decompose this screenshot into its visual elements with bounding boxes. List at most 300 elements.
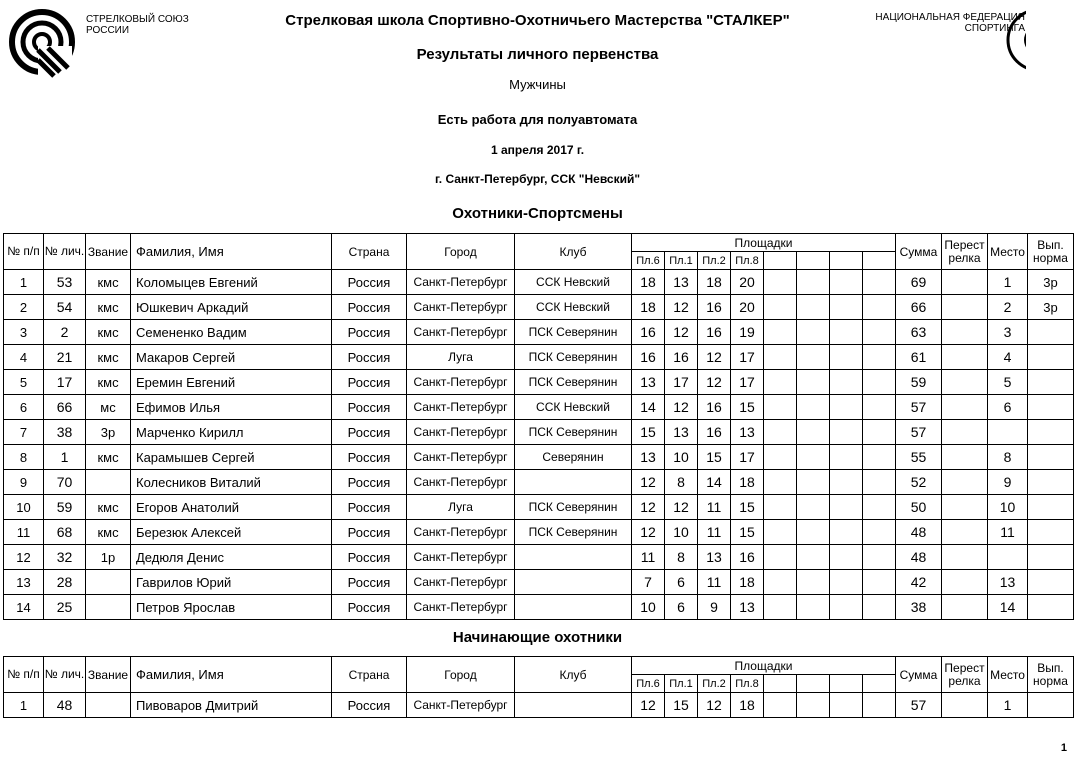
- cell-score-platform-6: 7: [632, 570, 665, 595]
- cell-empty: [830, 470, 863, 495]
- cell-empty: [830, 295, 863, 320]
- cell-place: [988, 545, 1028, 570]
- cell-place: 1: [988, 693, 1028, 718]
- cell-sum: 63: [896, 320, 942, 345]
- cell-empty: [764, 595, 797, 620]
- cell-score-platform-1: 16: [665, 345, 698, 370]
- cell-norm: [1028, 345, 1074, 370]
- cell-score-platform-1: 13: [665, 270, 698, 295]
- cell-empty: [797, 420, 830, 445]
- cell-empty: [797, 295, 830, 320]
- cell-rank: 1р: [86, 545, 131, 570]
- cell-num: 12: [4, 545, 44, 570]
- cell-empty: [764, 570, 797, 595]
- cell-country: Россия: [332, 345, 407, 370]
- gender-subtitle: Мужчины: [509, 77, 566, 92]
- cell-city: Санкт-Петербург: [407, 395, 515, 420]
- cell-score-platform-6: 12: [632, 520, 665, 545]
- cell-score-platform-8: 17: [731, 345, 764, 370]
- cell-norm: [1028, 370, 1074, 395]
- cell-city: Санкт-Петербург: [407, 370, 515, 395]
- cell-city: Луга: [407, 345, 515, 370]
- cell-empty: [797, 270, 830, 295]
- cell-empty: [863, 345, 896, 370]
- cell-empty: [797, 495, 830, 520]
- table-row: [4, 295, 1074, 320]
- cell-rank: [86, 693, 131, 718]
- cell-name: Березюк Алексей: [131, 520, 332, 545]
- col-header-platform-empty: [797, 252, 830, 270]
- cell-score-platform-6: 13: [632, 370, 665, 395]
- cell-country: Россия: [332, 520, 407, 545]
- cell-name: Дедюля Денис: [131, 545, 332, 570]
- cell-country: Россия: [332, 395, 407, 420]
- col-header-city: Город: [407, 657, 515, 693]
- cell-sum: 57: [896, 693, 942, 718]
- cell-score-platform-8: 18: [731, 693, 764, 718]
- table-row: [4, 570, 1074, 595]
- col-header-norm: Вып. норма: [1028, 234, 1074, 270]
- cell-country: Россия: [332, 470, 407, 495]
- results-title: Результаты личного первенства: [416, 46, 659, 63]
- cell-country: Россия: [332, 320, 407, 345]
- cell-empty: [830, 445, 863, 470]
- cell-empty: [830, 570, 863, 595]
- cell-name: Гаврилов Юрий: [131, 570, 332, 595]
- cell-empty: [830, 693, 863, 718]
- cell-norm: [1028, 420, 1074, 445]
- cell-score-platform-1: 6: [665, 570, 698, 595]
- cell-club: ПСК Северянин: [515, 495, 632, 520]
- cell-empty: [863, 270, 896, 295]
- cell-num: 3: [4, 320, 44, 345]
- cell-place: 3: [988, 320, 1028, 345]
- cell-rank: [86, 570, 131, 595]
- cell-place: 14: [988, 595, 1028, 620]
- cell-score-platform-1: 10: [665, 445, 698, 470]
- cell-score-platform-6: 12: [632, 470, 665, 495]
- table-row: [4, 370, 1074, 395]
- results-table-hunters-sportsmen: [3, 233, 1074, 620]
- cell-empty: [764, 295, 797, 320]
- table-row: [4, 495, 1074, 520]
- cell-shootoff: [942, 395, 988, 420]
- cell-num: 6: [4, 395, 44, 420]
- cell-lic: 2: [44, 320, 86, 345]
- cell-city: Санкт-Петербург: [407, 570, 515, 595]
- cell-sum: 48: [896, 545, 942, 570]
- cell-city: Санкт-Петербург: [407, 545, 515, 570]
- cell-score-platform-1: 8: [665, 545, 698, 570]
- cell-empty: [797, 470, 830, 495]
- cell-shootoff: [942, 595, 988, 620]
- cell-city: Санкт-Петербург: [407, 445, 515, 470]
- results-table-beginner-hunters: [3, 656, 1074, 718]
- cell-empty: [863, 320, 896, 345]
- cell-norm: [1028, 445, 1074, 470]
- cell-empty: [863, 595, 896, 620]
- cell-sum: 42: [896, 570, 942, 595]
- cell-score-platform-1: 13: [665, 420, 698, 445]
- cell-score-platform-8: 13: [731, 420, 764, 445]
- cell-club: Северянин: [515, 445, 632, 470]
- cell-club: ССК Невский: [515, 395, 632, 420]
- cell-empty: [797, 570, 830, 595]
- cell-norm: [1028, 545, 1074, 570]
- table-row: [4, 445, 1074, 470]
- cell-city: Санкт-Петербург: [407, 470, 515, 495]
- cell-score-platform-1: 12: [665, 395, 698, 420]
- cell-empty: [863, 545, 896, 570]
- cell-empty: [764, 270, 797, 295]
- cell-score-platform-1: 12: [665, 320, 698, 345]
- cell-place: 6: [988, 395, 1028, 420]
- cell-place: 10: [988, 495, 1028, 520]
- cell-shootoff: [942, 495, 988, 520]
- col-header-platform-8: Пл.8: [731, 252, 764, 270]
- cell-score-platform-6: 15: [632, 420, 665, 445]
- cell-num: 2: [4, 295, 44, 320]
- cell-num: 9: [4, 470, 44, 495]
- cell-empty: [863, 295, 896, 320]
- cell-score-platform-1: 8: [665, 470, 698, 495]
- cell-empty: [863, 395, 896, 420]
- col-header-name: Фамилия, Имя: [131, 657, 332, 693]
- cell-place: 1: [988, 270, 1028, 295]
- cell-place: [988, 420, 1028, 445]
- cell-score-platform-8: 15: [731, 495, 764, 520]
- col-header-platform-empty: [797, 675, 830, 693]
- cell-lic: 1: [44, 445, 86, 470]
- cell-lic: 25: [44, 595, 86, 620]
- cell-num: 14: [4, 595, 44, 620]
- col-header-platform-2: Пл.2: [698, 675, 731, 693]
- cell-country: Россия: [332, 495, 407, 520]
- cell-empty: [830, 520, 863, 545]
- cell-sum: 57: [896, 420, 942, 445]
- cell-empty: [764, 420, 797, 445]
- cell-empty: [764, 693, 797, 718]
- cell-score-platform-8: 20: [731, 295, 764, 320]
- col-header-platform-empty: [764, 675, 797, 693]
- col-header-platform-empty: [863, 252, 896, 270]
- cell-sum: 59: [896, 370, 942, 395]
- cell-shootoff: [942, 545, 988, 570]
- cell-sum: 66: [896, 295, 942, 320]
- col-header-rank: Звание: [86, 234, 131, 270]
- cell-shootoff: [942, 270, 988, 295]
- cell-empty: [830, 320, 863, 345]
- col-header-platform-empty: [863, 675, 896, 693]
- cell-name: Марченко Кирилл: [131, 420, 332, 445]
- cell-empty: [830, 495, 863, 520]
- cell-place: 5: [988, 370, 1028, 395]
- cell-score-platform-6: 16: [632, 320, 665, 345]
- cell-sum: 50: [896, 495, 942, 520]
- cell-norm: [1028, 495, 1074, 520]
- cell-empty: [764, 395, 797, 420]
- cell-lic: 66: [44, 395, 86, 420]
- cell-score-platform-8: 15: [731, 395, 764, 420]
- cell-empty: [764, 370, 797, 395]
- cell-rank: [86, 595, 131, 620]
- col-header-country: Страна: [332, 657, 407, 693]
- cell-sum: 69: [896, 270, 942, 295]
- cell-club: [515, 470, 632, 495]
- cell-lic: 17: [44, 370, 86, 395]
- cell-num: 4: [4, 345, 44, 370]
- cell-score-platform-2: 15: [698, 445, 731, 470]
- cell-score-platform-2: 12: [698, 345, 731, 370]
- cell-sum: 55: [896, 445, 942, 470]
- table-row: [4, 420, 1074, 445]
- cell-norm: [1028, 395, 1074, 420]
- cell-score-platform-2: 16: [698, 320, 731, 345]
- col-header-name: Фамилия, Имя: [131, 234, 332, 270]
- cell-empty: [797, 345, 830, 370]
- cell-empty: [863, 420, 896, 445]
- table-row: [4, 595, 1074, 620]
- cell-club: [515, 595, 632, 620]
- cell-score-platform-2: 13: [698, 545, 731, 570]
- cell-empty: [764, 345, 797, 370]
- cell-score-platform-2: 14: [698, 470, 731, 495]
- cell-empty: [764, 520, 797, 545]
- cell-club: ПСК Северянин: [515, 320, 632, 345]
- cell-score-platform-8: 15: [731, 520, 764, 545]
- table-row: [4, 320, 1074, 345]
- cell-norm: 3р: [1028, 295, 1074, 320]
- cell-club: ПСК Северянин: [515, 420, 632, 445]
- cell-sum: 57: [896, 395, 942, 420]
- cell-rank: кмс: [86, 320, 131, 345]
- cell-rank: кмс: [86, 370, 131, 395]
- cell-empty: [830, 270, 863, 295]
- cell-score-platform-6: 12: [632, 693, 665, 718]
- cell-empty: [764, 470, 797, 495]
- cell-country: Россия: [332, 270, 407, 295]
- cell-sum: 61: [896, 345, 942, 370]
- cell-score-platform-6: 13: [632, 445, 665, 470]
- cell-lic: 54: [44, 295, 86, 320]
- col-header-shootoff: Перестрелка: [942, 234, 988, 270]
- cell-club: ССК Невский: [515, 270, 632, 295]
- cell-club: ПСК Северянин: [515, 520, 632, 545]
- cell-name: Коломыцев Евгений: [131, 270, 332, 295]
- cell-empty: [764, 320, 797, 345]
- cell-rank: кмс: [86, 495, 131, 520]
- cell-empty: [830, 395, 863, 420]
- cell-rank: кмс: [86, 270, 131, 295]
- cell-score-platform-8: 17: [731, 445, 764, 470]
- cell-score-platform-1: 17: [665, 370, 698, 395]
- cell-num: 13: [4, 570, 44, 595]
- cell-score-platform-2: 12: [698, 370, 731, 395]
- cell-score-platform-6: 16: [632, 345, 665, 370]
- category-title-beginner-hunters: Начинающие охотники: [452, 629, 623, 646]
- cell-num: 1: [4, 270, 44, 295]
- cell-city: Санкт-Петербург: [407, 520, 515, 545]
- cell-empty: [764, 545, 797, 570]
- cell-name: Пивоваров Дмитрий: [131, 693, 332, 718]
- cell-score-platform-2: 11: [698, 520, 731, 545]
- cell-empty: [863, 495, 896, 520]
- cell-shootoff: [942, 345, 988, 370]
- cell-city: Санкт-Петербург: [407, 320, 515, 345]
- cell-score-platform-6: 18: [632, 270, 665, 295]
- cell-club: ПСК Северянин: [515, 345, 632, 370]
- col-header-city: Город: [407, 234, 515, 270]
- cell-lic: 70: [44, 470, 86, 495]
- cell-lic: 53: [44, 270, 86, 295]
- cell-score-platform-1: 15: [665, 693, 698, 718]
- cell-rank: кмс: [86, 295, 131, 320]
- cell-country: Россия: [332, 370, 407, 395]
- cell-sum: 52: [896, 470, 942, 495]
- cell-num: 8: [4, 445, 44, 470]
- col-header-country: Страна: [332, 234, 407, 270]
- cell-name: Колесников Виталий: [131, 470, 332, 495]
- cell-shootoff: [942, 445, 988, 470]
- cell-country: Россия: [332, 693, 407, 718]
- cell-country: Россия: [332, 570, 407, 595]
- col-header-lic: № лич.: [44, 657, 86, 693]
- competition-name: Есть работа для полуавтомата: [437, 112, 638, 127]
- table-row: [4, 545, 1074, 570]
- cell-score-platform-6: 11: [632, 545, 665, 570]
- col-header-sum: Сумма: [896, 234, 942, 270]
- cell-score-platform-8: 18: [731, 570, 764, 595]
- cell-empty: [797, 395, 830, 420]
- cell-shootoff: [942, 693, 988, 718]
- cell-score-platform-2: 16: [698, 295, 731, 320]
- cell-empty: [797, 445, 830, 470]
- cell-score-platform-6: 12: [632, 495, 665, 520]
- col-header-platform-6: Пл.6: [632, 675, 665, 693]
- cell-shootoff: [942, 570, 988, 595]
- cell-empty: [830, 370, 863, 395]
- category-title-hunters-sportsmen: Охотники-Спортсмены: [452, 205, 623, 222]
- table-row: [4, 470, 1074, 495]
- cell-empty: [797, 520, 830, 545]
- cell-score-platform-2: 16: [698, 395, 731, 420]
- cell-shootoff: [942, 295, 988, 320]
- left-org-name: СТРЕЛКОВЫЙ СОЮЗ РОССИИ: [86, 14, 189, 36]
- table-row: [4, 270, 1074, 295]
- cell-empty: [797, 595, 830, 620]
- cell-place: 13: [988, 570, 1028, 595]
- cell-club: [515, 570, 632, 595]
- cell-lic: 38: [44, 420, 86, 445]
- cell-empty: [863, 370, 896, 395]
- cell-score-platform-1: 12: [665, 495, 698, 520]
- cell-empty: [863, 570, 896, 595]
- cell-country: Россия: [332, 420, 407, 445]
- cell-num: 1: [4, 693, 44, 718]
- cell-name: Егоров Анатолий: [131, 495, 332, 520]
- cell-rank: кмс: [86, 345, 131, 370]
- cell-country: Россия: [332, 445, 407, 470]
- school-title: Стрелковая школа Спортивно-Охотничьего Мастерства "СТАЛКЕР": [285, 12, 790, 29]
- cell-name: Петров Ярослав: [131, 595, 332, 620]
- cell-club: [515, 693, 632, 718]
- cell-score-platform-2: 11: [698, 570, 731, 595]
- cell-name: Макаров Сергей: [131, 345, 332, 370]
- col-header-norm: Вып. норма: [1028, 657, 1074, 693]
- cell-score-platform-8: 17: [731, 370, 764, 395]
- cell-rank: [86, 470, 131, 495]
- cell-lic: 59: [44, 495, 86, 520]
- cell-shootoff: [942, 470, 988, 495]
- page-number: 1: [1060, 742, 1067, 754]
- col-header-sum: Сумма: [896, 657, 942, 693]
- cell-score-platform-1: 10: [665, 520, 698, 545]
- cell-city: Луга: [407, 495, 515, 520]
- cell-norm: 3р: [1028, 270, 1074, 295]
- cell-empty: [764, 445, 797, 470]
- cell-num: 7: [4, 420, 44, 445]
- table-row: [4, 345, 1074, 370]
- cell-score-platform-8: 13: [731, 595, 764, 620]
- cell-num: 5: [4, 370, 44, 395]
- cell-score-platform-2: 9: [698, 595, 731, 620]
- cell-num: 11: [4, 520, 44, 545]
- cell-norm: [1028, 595, 1074, 620]
- cell-score-platform-2: 16: [698, 420, 731, 445]
- cell-club: ССК Невский: [515, 295, 632, 320]
- cell-norm: [1028, 570, 1074, 595]
- cell-name: Еремин Евгений: [131, 370, 332, 395]
- cell-rank: кмс: [86, 520, 131, 545]
- cell-norm: [1028, 470, 1074, 495]
- cell-empty: [830, 420, 863, 445]
- cell-name: Семененко Вадим: [131, 320, 332, 345]
- cell-score-platform-2: 12: [698, 693, 731, 718]
- cell-lic: 32: [44, 545, 86, 570]
- col-header-platform-empty: [830, 675, 863, 693]
- cell-empty: [863, 445, 896, 470]
- col-header-platforms: Площадки: [632, 234, 896, 252]
- cell-place: 8: [988, 445, 1028, 470]
- cell-shootoff: [942, 370, 988, 395]
- cell-norm: [1028, 693, 1074, 718]
- col-header-lic: № лич.: [44, 234, 86, 270]
- cell-city: Санкт-Петербург: [407, 693, 515, 718]
- col-header-place: Место: [988, 234, 1028, 270]
- cell-rank: мс: [86, 395, 131, 420]
- cell-score-platform-8: 16: [731, 545, 764, 570]
- cell-empty: [797, 693, 830, 718]
- cell-sum: 38: [896, 595, 942, 620]
- col-header-platform-1: Пл.1: [665, 252, 698, 270]
- table-row: [4, 395, 1074, 420]
- cell-sum: 48: [896, 520, 942, 545]
- col-header-platform-empty: [830, 252, 863, 270]
- cell-place: 2: [988, 295, 1028, 320]
- col-header-club: Клуб: [515, 234, 632, 270]
- col-header-platform-6: Пл.6: [632, 252, 665, 270]
- cell-lic: 48: [44, 693, 86, 718]
- cell-name: Ефимов Илья: [131, 395, 332, 420]
- cell-score-platform-1: 12: [665, 295, 698, 320]
- cell-empty: [797, 320, 830, 345]
- cell-name: Юшкевич Аркадий: [131, 295, 332, 320]
- cell-empty: [830, 345, 863, 370]
- cell-lic: 28: [44, 570, 86, 595]
- cell-empty: [830, 595, 863, 620]
- cell-club: [515, 545, 632, 570]
- cell-score-platform-8: 20: [731, 270, 764, 295]
